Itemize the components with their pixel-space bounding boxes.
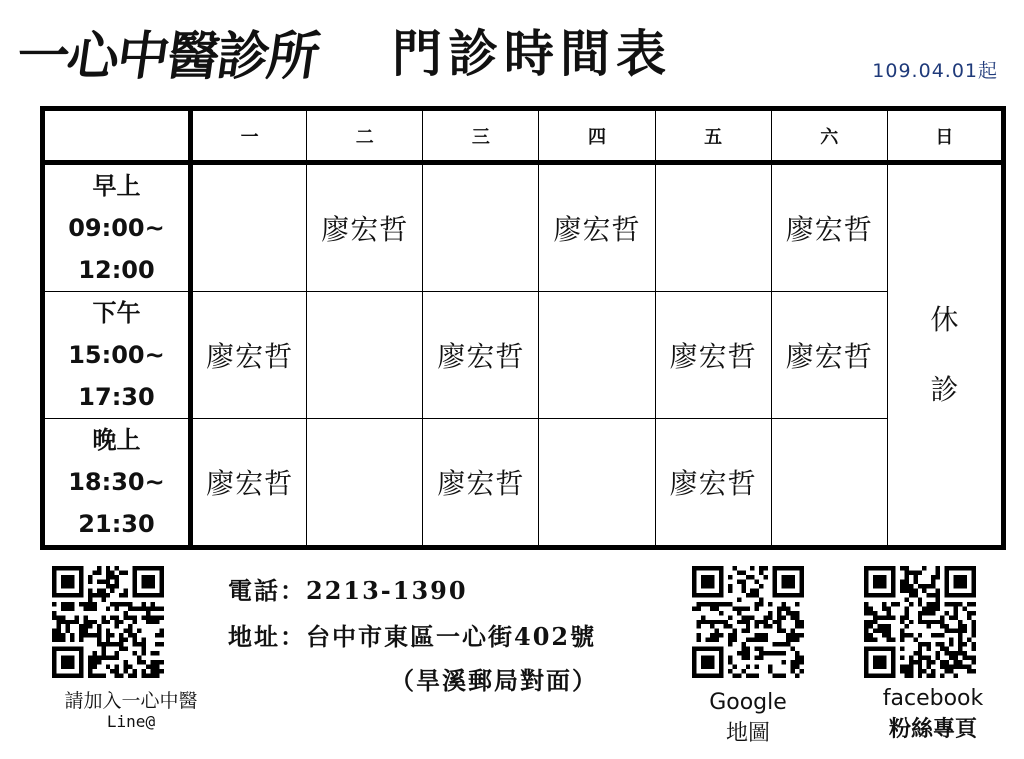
day-header: 二 [307, 109, 423, 163]
facebook-qr-caption: facebook [882, 686, 984, 711]
schedule-cell [771, 419, 887, 548]
day-header: 日 [887, 109, 1003, 163]
schedule-cell: 廖宏哲 [771, 292, 887, 419]
session-end: 17:30 [78, 383, 155, 411]
schedule-cell: 廖宏哲 [655, 419, 771, 548]
effective-date: 109.04.01起 [872, 60, 998, 82]
session-end: 21:30 [78, 510, 155, 538]
session-name: 早上 [92, 172, 141, 200]
closed-char: 休 [930, 303, 959, 336]
schedule-cell [539, 292, 655, 419]
day-header: 四 [539, 109, 655, 163]
schedule-cell: 廖宏哲 [771, 163, 887, 292]
sunday-closed-cell [887, 163, 1003, 548]
session-name: 下午 [92, 299, 141, 327]
facebook-qr-subcaption: 粉絲專頁 [888, 717, 977, 742]
session-start: 18:30~ [68, 468, 165, 496]
session-start: 15:00~ [68, 341, 165, 369]
session-label [43, 163, 191, 292]
session-start: 09:00~ [68, 214, 165, 242]
schedule-table [40, 106, 1006, 550]
session-name: 晚上 [92, 426, 141, 454]
schedule-cell: 廖宏哲 [191, 292, 307, 419]
schedule-cell [655, 163, 771, 292]
schedule-cell [307, 292, 423, 419]
schedule-cell [539, 419, 655, 548]
clinic-name: 一心中醫診所 [13, 26, 322, 87]
table-row [43, 419, 1004, 548]
schedule-cell: 廖宏哲 [307, 163, 423, 292]
schedule-cell [191, 163, 307, 292]
facebook-qr-code-icon [864, 566, 976, 678]
line-qr-code-icon [52, 566, 164, 678]
schedule-cell: 廖宏哲 [191, 419, 307, 548]
google-map-qr-code-icon [692, 566, 804, 678]
day-header: 五 [655, 109, 771, 163]
schedule-title: 門診時間表 [392, 24, 672, 83]
day-header: 一 [191, 109, 307, 163]
day-header-row [43, 109, 1004, 163]
map-qr-subcaption: 地圖 [725, 721, 770, 746]
line-qr-subcaption: Line@ [106, 712, 156, 731]
table-row [43, 163, 1004, 292]
corner-cell [43, 109, 191, 163]
address-note-text: （旱溪郵局對面） [390, 666, 598, 695]
schedule-cell: 廖宏哲 [423, 419, 539, 548]
day-header: 六 [771, 109, 887, 163]
table-row [43, 292, 1004, 419]
closed-char: 診 [930, 373, 959, 406]
session-label [43, 419, 191, 548]
map-qr-caption: Google [709, 690, 787, 715]
session-label [43, 292, 191, 419]
phone-text: 電話：2213-1390 [228, 576, 468, 605]
schedule-cell: 廖宏哲 [423, 292, 539, 419]
schedule-cell: 廖宏哲 [539, 163, 655, 292]
line-qr-caption: 請加入一心中醫 [64, 690, 198, 712]
schedule-cell [307, 419, 423, 548]
schedule-cell: 廖宏哲 [655, 292, 771, 419]
schedule-cell [423, 163, 539, 292]
address-text: 地址：台中市東區一心街402號 [228, 622, 597, 651]
day-header: 三 [423, 109, 539, 163]
session-end: 12:00 [78, 256, 155, 284]
